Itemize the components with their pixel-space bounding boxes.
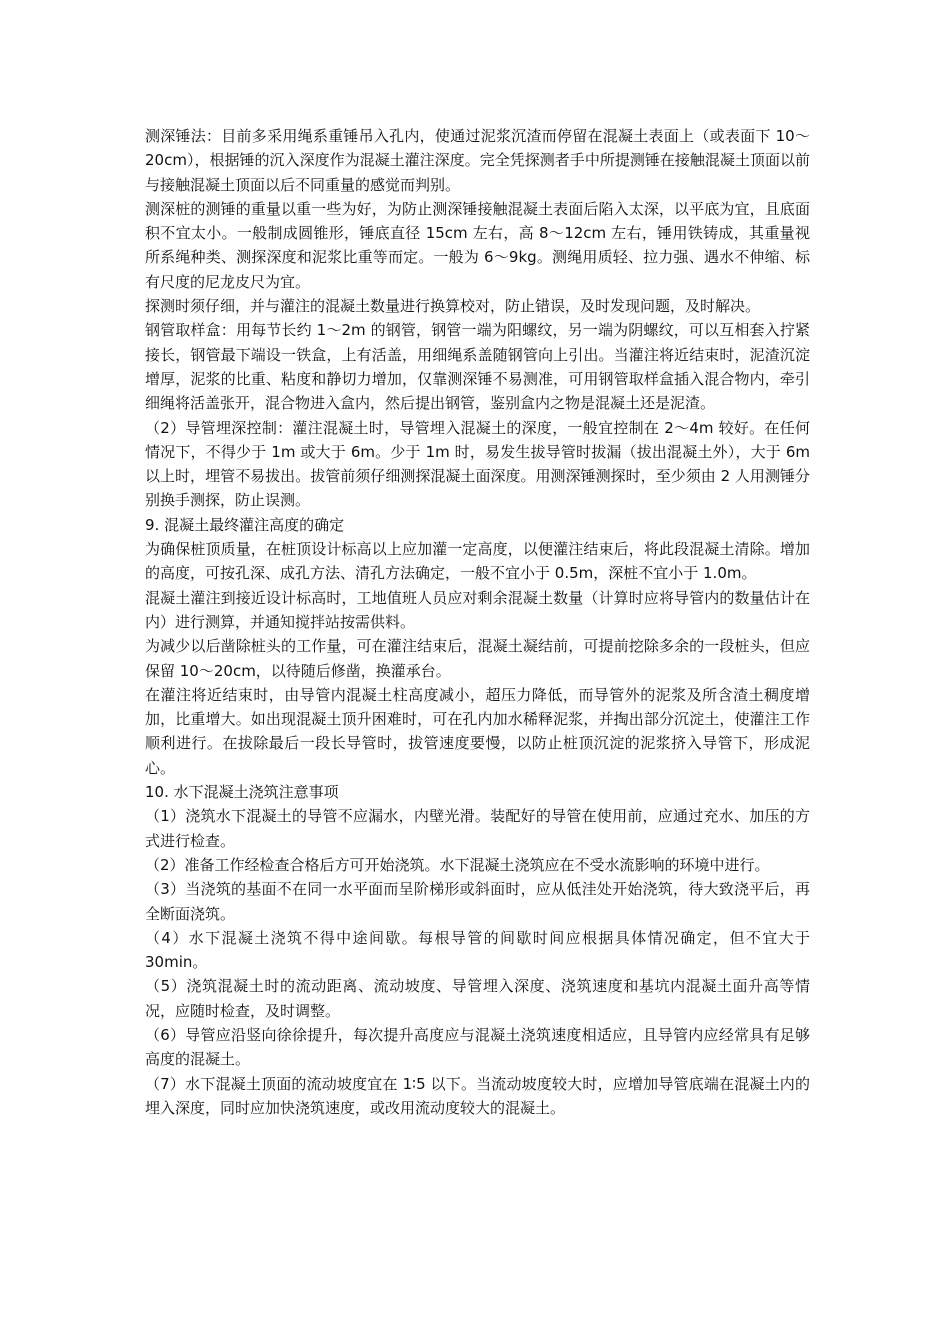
list-item-6: （6）导管应沿竖向徐徐提升，每次提升高度应与混凝土浇筑速度相适应，且导管内应经常具有足够高度的混凝土。: [145, 1025, 810, 1069]
list-item-4: （4）水下混凝土浇筑不得中途间歇。每根导管的间歇时间应根据具体情况确定，但不宜大于 30min。: [145, 928, 810, 972]
paragraph-sounding-weight-method: 测深锤法：目前多采用绳系重锤吊入孔内，使通过泥浆沉渣而停留在混凝土表面上（或表面下 10～20cm），根据锤的沉入深度作为混凝土灌注深度。完全凭探测者手中所提测锤在接触混凝土顶面以前与接触混凝土顶面以后不同重量的感觉而判别。: [145, 127, 810, 194]
document-body: [145, 124, 810, 1120]
paragraph-remaining-concrete: 混凝土灌注到接近设计标高时，工地值班人员应对剩余混凝土数量（计算时应将导管内的数量估计在内）进行测算，并通知搅拌站按需供料。: [145, 588, 810, 631]
heading-section-9: 9. 混凝土最终灌注高度的确定: [145, 515, 345, 534]
list-item-2: （2）准备工作经检查合格后方可开始浇筑。水下混凝土浇筑应在不受水流影响的环境中进行。: [145, 855, 770, 874]
list-item-3: （3）当浇筑的基面不在同一水平面而呈阶梯形或斜面时，应从低洼处开始浇筑，待大致浇平后，再全断面浇筑。: [145, 880, 810, 923]
paragraph-sounding-check: 探测时须仔细，并与灌注的混凝土数量进行换算校对，防止错误，及时发现问题，及时解决。: [145, 297, 761, 316]
paragraph-pile-head-removal: 为减少以后凿除桩头的工作量，可在灌注结束后，混凝土凝结前，可提前挖除多余的一段桩头，但应保留 10～20cm，以待随后修凿，换灌承台。: [145, 637, 810, 680]
list-item-5: （5）浇筑混凝土时的流动距离、流动坡度、导管埋入深度、浇筑速度和基坑内混凝土面升高等情况，应随时检查，及时调整。: [145, 977, 810, 1020]
list-item-7: （7）水下混凝土顶面的流动坡度宜在 1∶5 以下。当流动坡度较大时，应增加导管底端在混凝土内的埋入深度，同时应加快浇筑速度，或改用流动度较大的混凝土。: [145, 1074, 810, 1117]
paragraph-extra-pour-height: 为确保桩顶质量，在桩顶设计标高以上应加灌一定高度，以便灌注结束后，将此段混凝土清除。增加的高度，可按孔深、成孔方法、清孔方法确定，一般不宜小于 0.5m，深桩不宜小于 1.0m。: [145, 540, 810, 583]
paragraph-sounding-weight-spec: 测深桩的测锤的重量以重一些为好，为防止测深锤接触混凝土表面后陷入太深，以平底为宜，且底面积不宜太小。一般制成圆锥形，锤底直径 15cm 左右，高 8～12cm 左右，锤用铁铸成，其重量视所系绳种类、测探深度和泥浆比重等而定。一般为 6～9kg。测绳用质轻、拉力强、遇水不伸缩、标有尺度的尼龙皮尺为宜。: [145, 199, 810, 291]
list-item-1: （1）浇筑水下混凝土的导管不应漏水，内壁光滑。装配好的导管在使用前，应通过充水、加压的方式进行检查。: [145, 807, 810, 850]
heading-section-10: 10. 水下混凝土浇筑注意事项: [145, 783, 339, 802]
paragraph-end-of-pour: 在灌注将近结束时，由导管内混凝土柱高度减小，超压力降低，而导管外的泥浆及所含渣土稠度增加，比重增大。如出现混凝土顶升困难时，可在孔内加水稀释泥浆，并掏出部分沉淀土，使灌注工作顺利进行。在拔除最后一段长导管时，拔管速度要慢，以防止桩顶沉淀的泥浆挤入导管下，形成泥心。: [145, 685, 810, 777]
paragraph-steel-sampler: 钢管取样盒：用每节长约 1～2m 的钢管，钢管一端为阳螺纹，另一端为阴螺纹，可以互相套入拧紧接长，钢管最下端设一铁盒，上有活盖，用细绳系盖随钢管向上引出。当灌注将近结束时，泥渣沉淀增厚，泥浆的比重、粘度和静切力增加，仅靠测深锤不易测准，可用钢管取样盒插入混合物内，牵引细绳将活盖张开，混合物进入盒内，然后提出钢管，鉴别盒内之物是混凝土还是泥渣。: [145, 321, 810, 413]
paragraph-tremie-embedment: （2）导管埋深控制：灌注混凝土时，导管埋入混凝土的深度，一般宜控制在 2～4m 较好。在任何情况下，不得少于 1m 或大于 6m。少于 1m 时，易发生拔导管时拔漏（拔出混凝土外），大于 6m 以上时，埋管不易拔出。拔管前须仔细测探混凝土面深度。用测深锤测探时，至少须由 2 人用测锤分别换手测探，防止误测。: [145, 418, 810, 510]
